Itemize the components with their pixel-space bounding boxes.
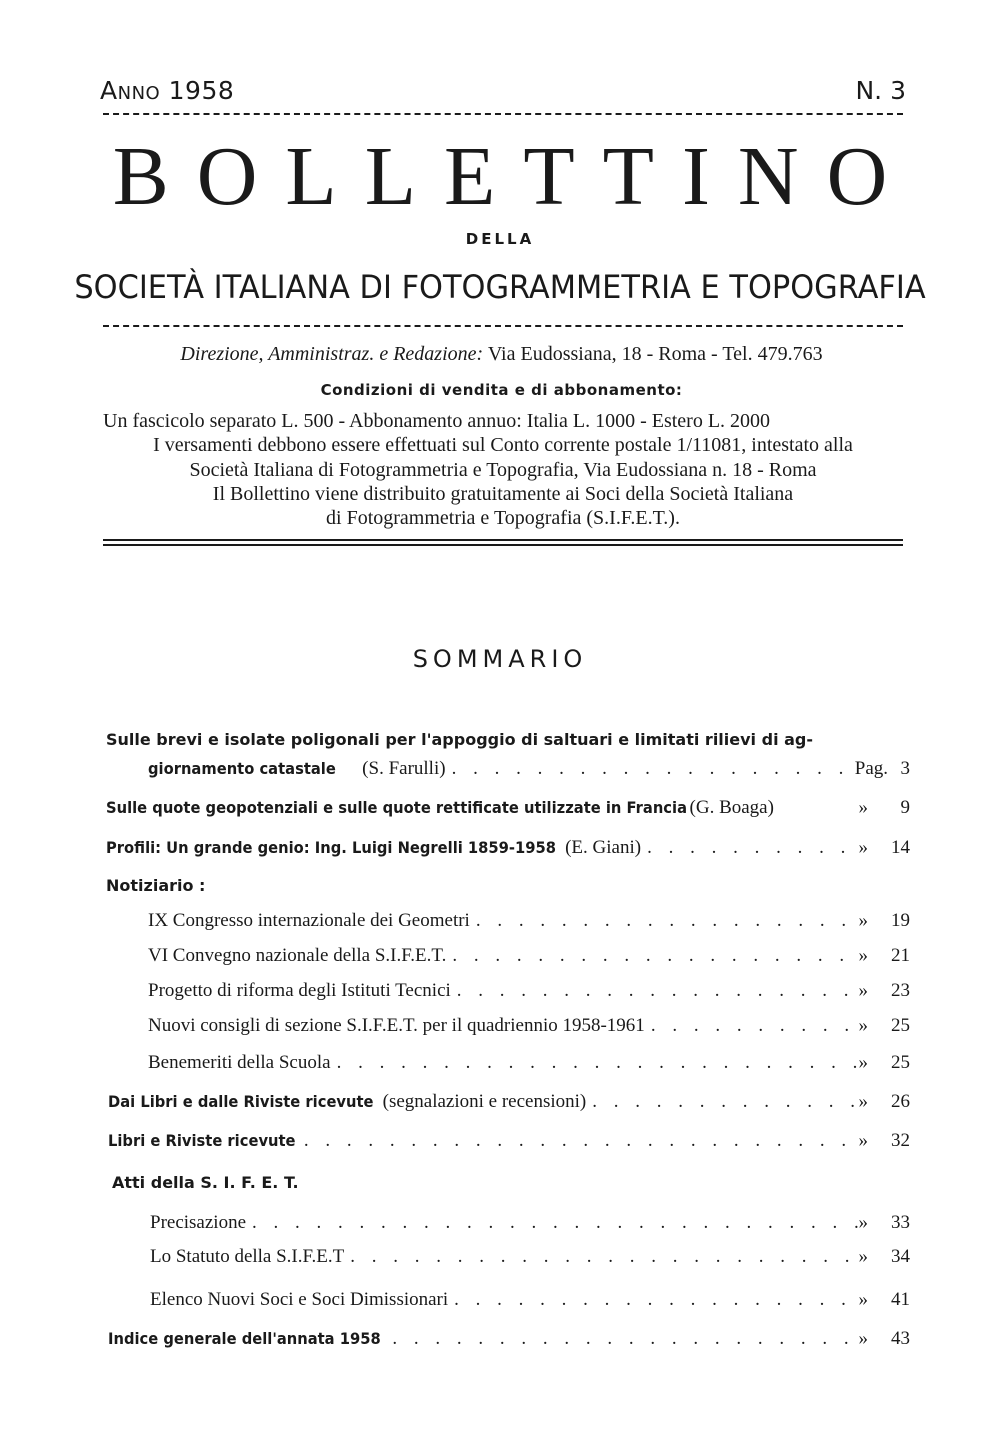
- toc-entry-title: Lo Statuto della S.I.F.E.T: [150, 1246, 345, 1267]
- toc-leader: [645, 1015, 859, 1037]
- toc-leader: [446, 758, 855, 780]
- society-name: SOCIETÀ ITALIANA DI FOTOGRAMMETRIA E TOPOGRAFIA: [74, 268, 926, 306]
- info-rule-bottom: [103, 544, 903, 546]
- toc-entry-mark: »: [858, 1246, 868, 1267]
- toc-entry: [148, 980, 910, 1002]
- direzione-line: [100, 342, 903, 366]
- toc-entry-title: VI Convegno nazionale della S.I.F.E.T.: [148, 945, 447, 966]
- toc-entry-title: Precisazione: [150, 1212, 247, 1233]
- direzione-address: Via Eudossiana, 18 - Roma - Tel. 479.763: [487, 343, 823, 365]
- toc-entry: [150, 1212, 910, 1234]
- toc-entry: [148, 758, 910, 780]
- toc-entry-title: IX Congresso internazionale dei Geometri: [148, 910, 470, 931]
- toc-entry-page: 14: [891, 837, 910, 858]
- condizioni-heading: Condizioni di vendita e di abbonamento:: [320, 381, 683, 399]
- toc-entry-author: (S. Farulli): [362, 758, 446, 779]
- toc-entry: [148, 1052, 910, 1074]
- toc-entry-mark: »: [858, 1289, 868, 1310]
- toc-leader: [451, 980, 859, 1002]
- toc-entry-page: 21: [891, 945, 910, 966]
- toc-entry: [148, 1015, 910, 1037]
- toc-entry: [108, 1130, 910, 1152]
- toc-leader: [446, 945, 858, 967]
- atti-heading: Atti della S. I. F. E. T.: [112, 1173, 299, 1192]
- toc-entry-mark: »: [858, 980, 868, 1001]
- toc-entry: [150, 1246, 910, 1268]
- payment-line-1: I versamenti debbono essere effettuati sul Conto corrente postale 1/11081, intestato alla: [153, 434, 853, 456]
- toc-entry: [106, 797, 910, 819]
- toc-entry-page: 43: [891, 1328, 910, 1349]
- distribution-line-1: Il Bollettino viene distribuito gratuitamente ai Soci della Società Italiana: [212, 483, 794, 505]
- sommario-heading: SOMMARIO: [412, 645, 588, 673]
- toc-entry-mark: Pag.: [854, 758, 888, 779]
- toc-leader: [331, 1052, 859, 1074]
- toc-entry-mark: »: [858, 797, 868, 818]
- toc-entry: [108, 1328, 910, 1350]
- toc-leader: [448, 1289, 858, 1311]
- toc-entry-page: 9: [900, 797, 910, 818]
- toc-entry-mark: »: [858, 1328, 868, 1349]
- toc-entry-page: 25: [891, 1015, 910, 1036]
- toc-entry-page: 19: [891, 910, 910, 931]
- toc-entry-title: Benemeriti della Scuola: [148, 1052, 331, 1073]
- toc-entry: [148, 945, 910, 967]
- toc-entry-note: (segnalazioni e recensioni): [382, 1091, 587, 1112]
- toc-entry-title: Profili: Un grande genio: Ing. Luigi Negrelli 1859-1958: [106, 838, 556, 857]
- issue-year: Anno 1958: [100, 76, 235, 105]
- toc-entry-page: 41: [891, 1289, 910, 1310]
- info-rule-top: [103, 539, 903, 541]
- toc-entry: [106, 837, 910, 859]
- toc-entry-mark: »: [858, 945, 868, 966]
- toc-entry-title: Elenco Nuovi Soci e Soci Dimissionari: [150, 1289, 449, 1310]
- toc-entry-title: Progetto di riforma degli Istituti Tecnici: [148, 980, 451, 1001]
- distribution-line-2: di Fotogrammetria e Topografia (S.I.F.E.T.).: [326, 507, 680, 529]
- issue-number: N. 3: [855, 76, 906, 105]
- toc-entry: [148, 910, 910, 932]
- toc-leader: [344, 1246, 858, 1268]
- direzione-label: Direzione, Amministraz. e Redazione:: [180, 343, 484, 365]
- toc-entry-page: 26: [891, 1091, 910, 1112]
- toc-entry-title: Nuovi consigli di sezione S.I.F.E.T. per il quadriennio 1958-1961: [148, 1015, 645, 1036]
- toc-entry-mark: »: [858, 910, 868, 931]
- toc-entry-page: 25: [891, 1052, 910, 1073]
- toc-entry-title: Libri e Riviste ricevute: [108, 1131, 296, 1150]
- toc-entry-mark: »: [858, 1212, 868, 1233]
- toc-leader: [586, 1091, 858, 1113]
- journal-title: BOLLETTINO: [112, 130, 916, 223]
- toc-entry: [108, 1091, 910, 1113]
- toc-entry-page: 23: [891, 980, 910, 1001]
- toc-entry-title: Indice generale dell'annata 1958: [108, 1329, 381, 1348]
- toc-entry-page: 34: [891, 1246, 910, 1267]
- toc-entry-mark: »: [858, 1091, 868, 1112]
- toc-entry-title-cont: giornamento catastale: [148, 759, 336, 778]
- toc-entry-page: 33: [891, 1212, 910, 1233]
- toc-leader: [246, 1212, 858, 1234]
- toc-leader: [298, 1130, 859, 1152]
- toc-entry-title: Sulle brevi e isolate poligonali per l'appoggio di saltuari e limitati rilievi di ag-: [106, 730, 814, 749]
- payment-line-2: Società Italiana di Fotogrammetria e Topografia, Via Eudossiana n. 18 - Roma: [189, 459, 817, 481]
- toc-leader: [641, 837, 858, 859]
- masthead-rule: [103, 325, 903, 327]
- toc-entry-author: (G. Boaga): [689, 797, 774, 818]
- toc-entry-title: Dai Libri e dalle Riviste ricevute: [108, 1092, 374, 1111]
- toc-entry-page: 32: [891, 1130, 910, 1151]
- toc-entry-mark: »: [858, 1052, 868, 1073]
- toc-entry: [150, 1289, 910, 1311]
- toc-leader: [386, 1328, 858, 1350]
- toc-entry-mark: »: [858, 1130, 868, 1151]
- toc-entry-mark: »: [858, 837, 868, 858]
- toc-entry-mark: »: [858, 1015, 868, 1036]
- prices-line: Un fascicolo separato L. 500 - Abbonamento annuo: Italia L. 1000 - Estero L. 2000: [103, 410, 771, 432]
- notiziario-heading: Notiziario :: [106, 876, 206, 895]
- header-rule: [103, 113, 903, 115]
- toc-leader: [470, 910, 859, 932]
- toc-entry-page: 3: [900, 758, 910, 779]
- della-label: DELLA: [465, 230, 535, 248]
- toc-entry-title: Sulle quote geopotenziali e sulle quote rettificate utilizzate in Francia: [106, 798, 688, 817]
- toc-entry-author: (E. Giani): [565, 837, 642, 858]
